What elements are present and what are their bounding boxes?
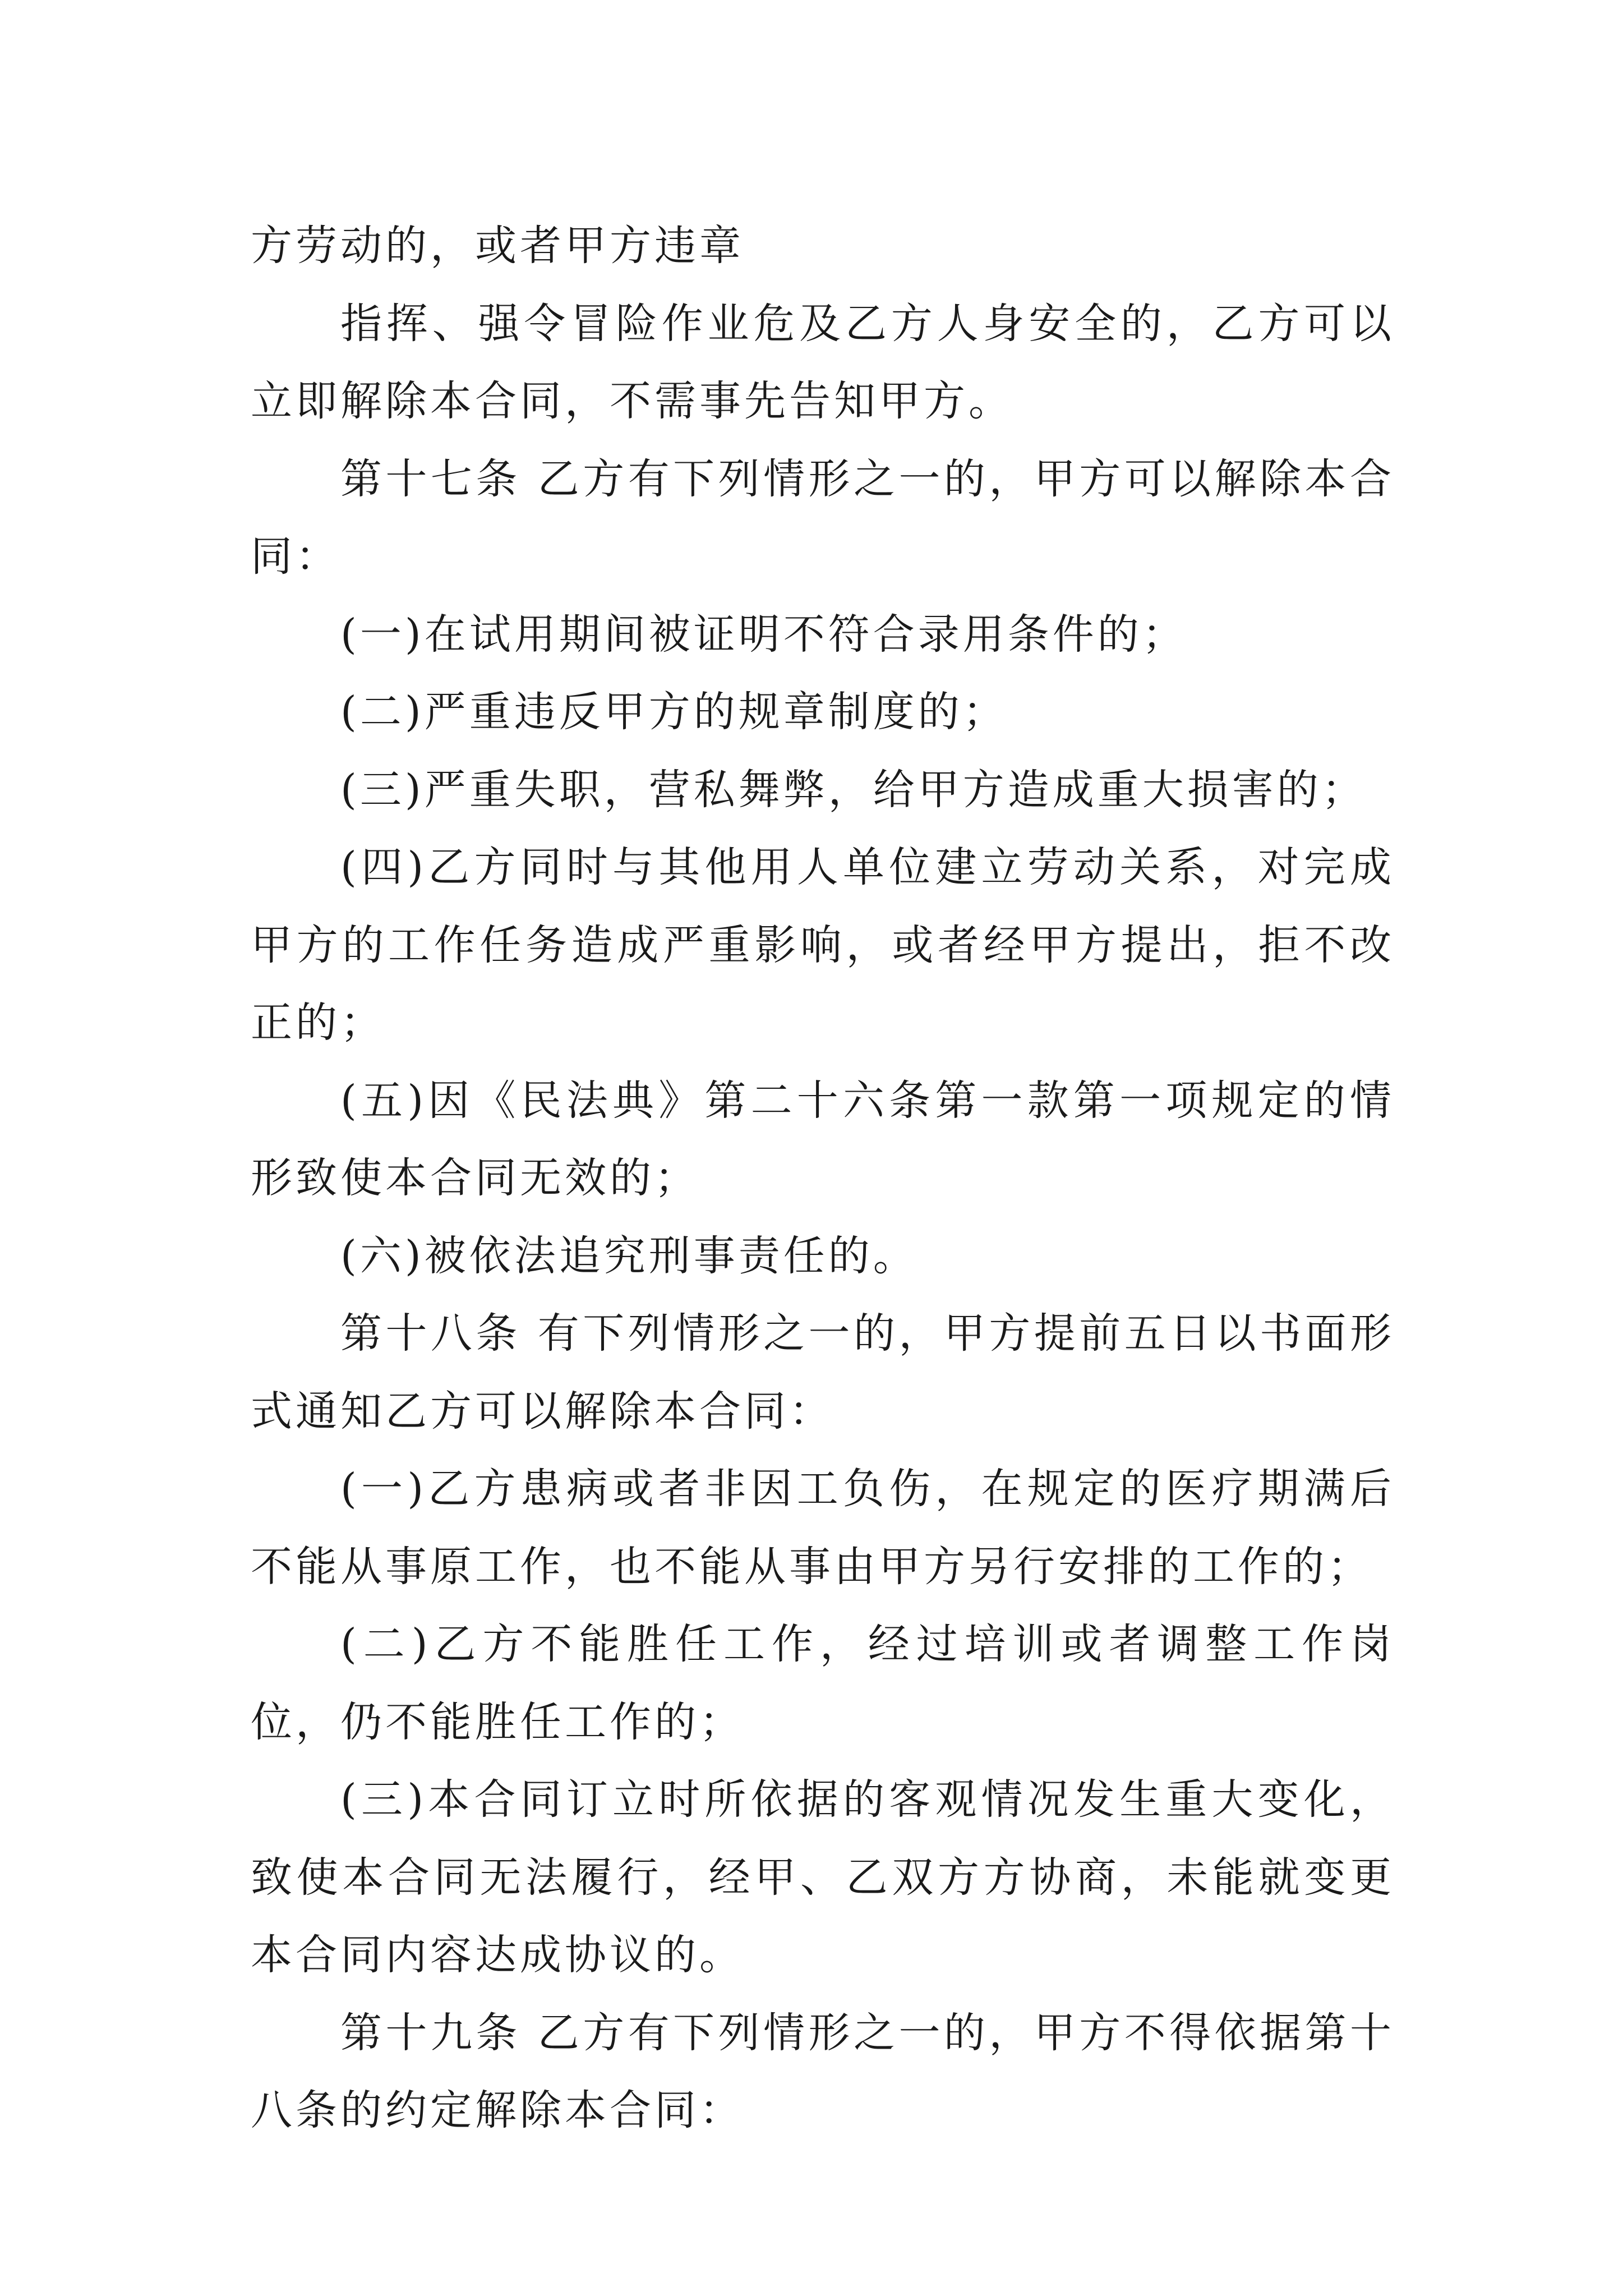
article-17-heading: 第十七条 乙方有下列情形之一的，甲方可以解除本合同： xyxy=(251,454,1395,581)
paragraph-command-danger: 指挥、强令冒险作业危及乙方人身安全的，乙方可以立即解除本合同，不需事先告知甲方。 xyxy=(251,299,1395,425)
article-18-item-1: (一)乙方患病或者非因工负伤，在规定的医疗期满后不能从事原工作，也不能从事由甲方另行安排的工作的； xyxy=(251,1465,1395,1591)
paragraph-continuation: 方劳动的，或者甲方违章 xyxy=(251,222,744,270)
article-18-item-3: (三)本合同订立时所依据的客观情况发生重大变化，致使本合同无法履行，经甲、乙双方方协商，未能就变更本合同内容达成协议的。 xyxy=(251,1775,1395,1979)
article-17-item-6: (六)被依法追究刑事责任的。 xyxy=(340,1231,918,1280)
article-18-heading: 第十八条 有下列情形之一的，甲方提前五日以书面形式通知乙方可以解除本合同： xyxy=(251,1309,1395,1435)
article-19-heading: 第十九条 乙方有下列情形之一的，甲方不得依据第十八条的约定解除本合同： xyxy=(251,2008,1395,2134)
article-17-item-1: (一)在试用期间被证明不符合录用条件的； xyxy=(340,610,1187,659)
article-17-item-3: (三)严重失职，营私舞弊，给甲方造成重大损害的； xyxy=(340,765,1367,814)
article-17-item-4: (四)乙方同时与其他用人单位建立劳动关系，对完成甲方的工作任务造成严重影响，或者经甲方提出，拒不改正的； xyxy=(251,843,1395,1047)
document-body xyxy=(251,207,1395,2150)
article-17-item-5: (五)因《民法典》第二十六条第一款第一项规定的情形致使本合同无效的； xyxy=(251,1076,1395,1202)
article-17-item-2: (二)严重违反甲方的规章制度的； xyxy=(340,688,1008,736)
article-18-item-2: (二)乙方不能胜任工作，经过培训或者调整工作岗位，仍不能胜任工作的； xyxy=(251,1620,1395,1746)
